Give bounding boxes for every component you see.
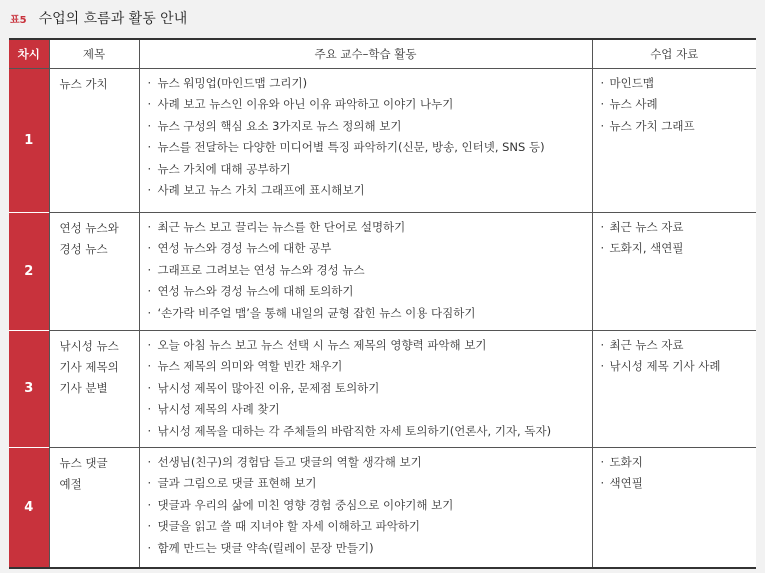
activity-item: · ‘손가락 비주얼 맵’을 통해 내일의 균형 잡힌 뉴스 이용 다짐하기 [148, 303, 586, 325]
title-line: 예절 [59, 476, 82, 491]
activity-item: · 글과 그림으로 댓글 표현해 보기 [148, 473, 586, 495]
title-line: 기사 제목의 [59, 359, 119, 374]
activity-item: · 사례 보고 뉴스인 이유와 아닌 이유 파악하고 이야기 나누기 [148, 94, 586, 116]
activity-item: · 댓글을 읽고 쓸 때 지녀야 할 자세 이해하고 파악하기 [148, 516, 586, 538]
materials-cell [592, 447, 756, 568]
activity-item: · 뉴스 제목의 의미와 역할 빈칸 채우기 [148, 356, 586, 378]
material-item: · 도화지, 색연필 [601, 238, 751, 260]
session-number: 3 [9, 330, 49, 447]
material-item: · 마인드맵 [601, 73, 751, 95]
caption-label: 표5 [10, 14, 27, 26]
activity-item: · 연성 뉴스와 경성 뉴스에 대해 토의하기 [148, 281, 586, 303]
activities-cell [139, 447, 592, 568]
table-row [9, 447, 756, 568]
title-line: 뉴스 댓글 [59, 455, 108, 470]
table-row [9, 68, 756, 212]
activities-cell [139, 330, 592, 447]
activity-item: · 오늘 아침 뉴스 보고 뉴스 선택 시 뉴스 제목의 영향력 파악해 보기 [148, 335, 586, 357]
material-item: · 색연필 [601, 473, 751, 495]
material-item: · 도화지 [601, 452, 751, 474]
header-number: 차시 [9, 39, 49, 68]
title-line: 연성 뉴스와 [59, 220, 119, 235]
activity-item: · 낚시성 제목을 대하는 각 주체들의 바람직한 자세 토의하기(언론사, 기자, 독자) [148, 421, 586, 443]
session-title [49, 447, 139, 568]
title-line: 경성 뉴스 [59, 241, 108, 256]
session-title [49, 68, 139, 212]
material-item: · 낚시성 제목 기사 사례 [601, 356, 751, 378]
material-item: · 뉴스 가치 그래프 [601, 116, 751, 138]
activity-item: · 낚시성 제목이 많아진 이유, 문제점 토의하기 [148, 378, 586, 400]
table-row [9, 330, 756, 447]
header-row [9, 39, 756, 68]
materials-cell [592, 212, 756, 330]
lesson-plan-table [9, 38, 756, 569]
caption-title: 수업의 흐름과 활동 안내 [38, 11, 188, 27]
material-item: · 최근 뉴스 자료 [601, 217, 751, 239]
session-title [49, 330, 139, 447]
activity-item: · 사례 보고 뉴스 가치 그래프에 표시해보기 [148, 180, 586, 202]
activity-item: · 그래프로 그려보는 연성 뉴스와 경성 뉴스 [148, 260, 586, 282]
activity-item: · 최근 뉴스 보고 끌리는 뉴스를 한 단어로 설명하기 [148, 217, 586, 239]
table-caption [10, 8, 187, 28]
session-title [49, 212, 139, 330]
title-line: 기사 분별 [59, 380, 108, 395]
activities-cell [139, 212, 592, 330]
material-item: · 뉴스 사례 [601, 94, 751, 116]
header-activities: 주요 교수–학습 활동 [139, 39, 592, 68]
materials-cell [592, 68, 756, 212]
session-number: 4 [9, 447, 49, 568]
material-item: · 최근 뉴스 자료 [601, 335, 751, 357]
activity-item: · 뉴스 구성의 핵심 요소 3가지로 뉴스 정의해 보기 [148, 116, 586, 138]
header-title: 제목 [49, 39, 139, 68]
activity-item: · 선생님(친구)의 경험담 듣고 댓글의 역할 생각해 보기 [148, 452, 586, 474]
activity-item: · 연성 뉴스와 경성 뉴스에 대한 공부 [148, 238, 586, 260]
activity-item: · 뉴스 워밍업(마인드맵 그리기) [148, 73, 586, 95]
title-line: 낚시성 뉴스 [59, 338, 119, 353]
title-line: 뉴스 가치 [59, 76, 108, 91]
activity-item: · 댓글과 우리의 삶에 미친 영향 경험 중심으로 이야기해 보기 [148, 495, 586, 517]
session-number: 1 [9, 68, 49, 212]
activity-item: · 뉴스 가치에 대해 공부하기 [148, 159, 586, 181]
materials-cell [592, 330, 756, 447]
activity-item: · 낚시성 제목의 사례 찾기 [148, 399, 586, 421]
header-materials: 수업 자료 [592, 39, 756, 68]
table-row [9, 212, 756, 330]
activity-item: · 뉴스를 전달하는 다양한 미디어별 특징 파악하기(신문, 방송, 인터넷, SNS 등) [148, 137, 586, 159]
session-number: 2 [9, 212, 49, 330]
activity-item: · 함께 만드는 댓글 약속(릴레이 문장 만들기) [148, 538, 586, 560]
activities-cell [139, 68, 592, 212]
